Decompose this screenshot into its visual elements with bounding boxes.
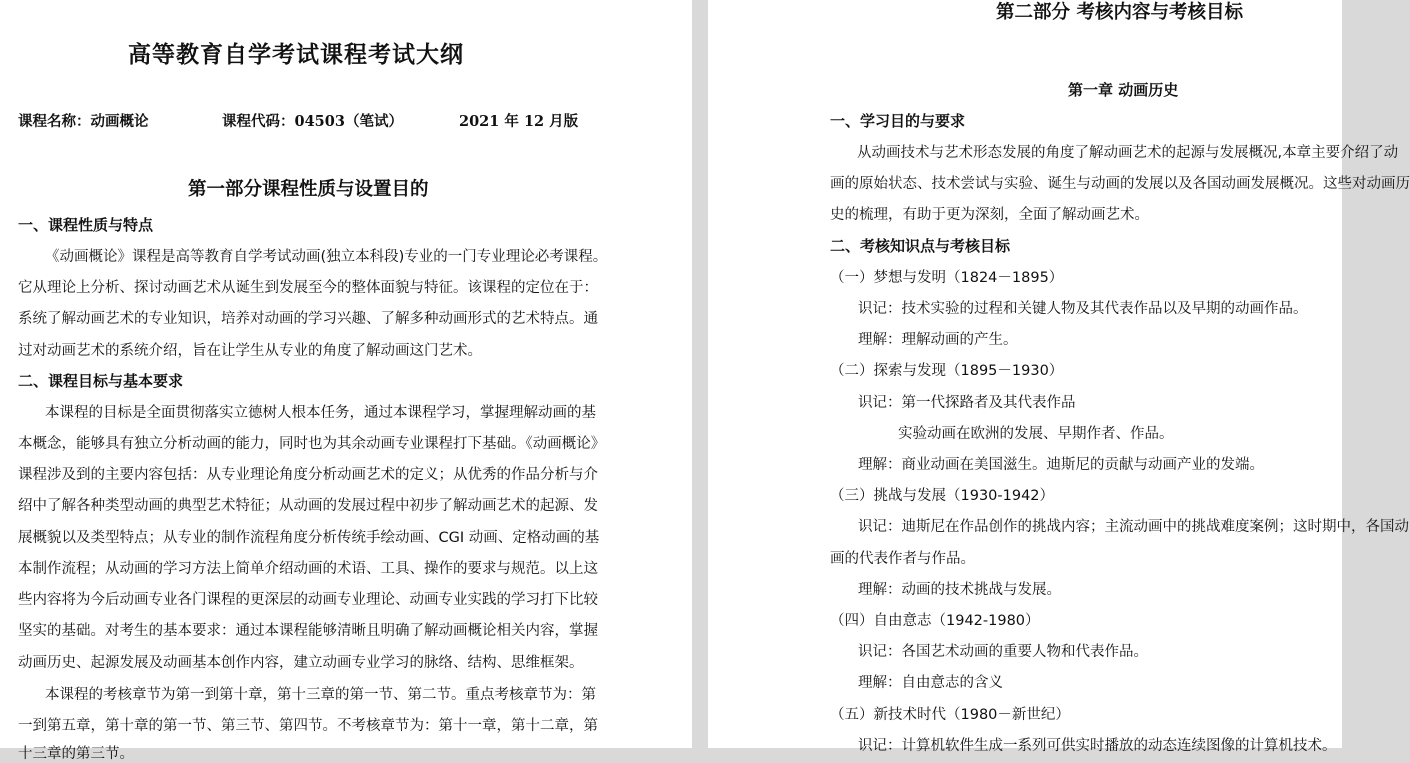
paragraph-line: 动画历史、起源发展及动画基本创作内容，建立动画专业学习的脉络、结构、思维框架。 (18, 655, 584, 671)
subsection-heading: （二）探索与发现（1895－1930） (830, 363, 1064, 379)
document-page-left (0, 0, 692, 762)
section1-heading: 一、课程性质与特点 (18, 216, 154, 234)
list-item: 识记：第一代探路者及其代表作品 (858, 395, 1076, 411)
list-item: 理解：动画的技术挑战与发展。 (858, 582, 1061, 598)
paragraph-line: 坚实的基础。对考生的基本要求：通过本课程能够清晰且明确了解动画概论相关内容，掌握 (18, 623, 598, 639)
subsection-heading: （四）自由意志（1942-1980） (830, 613, 1040, 629)
paragraph-line: 画的原始状态、技术尝试与实验、诞生与动画的发展以及各国动画发展概况。这些对动画历 (830, 176, 1410, 192)
paragraph-line: 本课程的目标是全面贯彻落实立德树人根本任务，通过本课程学习，掌握理解动画的基 (45, 405, 596, 421)
list-item: 识记：迪斯尼在作品创作的挑战内容；主流动画中的挑战难度案例；这时期中，各国动 (858, 519, 1409, 535)
document-title: 高等教育自学考试课程考试大纲 (128, 41, 464, 68)
paragraph-line: 本制作流程；从动画的学习方法上简单介绍动画的术语、工具、操作的要求与规范。以上这 (18, 561, 598, 577)
paragraph-line: 《动画概论》课程是高等教育自学考试动画(独立本科段)专业的一门专业理论必考课程。 (45, 249, 608, 265)
subsection-heading: （一）梦想与发明（1824－1895） (830, 270, 1064, 286)
paragraph-line: 课程涉及到的主要内容包括：从专业理论角度分析动画艺术的定义；从优秀的作品分析与介 (18, 467, 598, 483)
right-section2-heading: 二、考核知识点与考核目标 (830, 237, 1011, 255)
paragraph-line: 绍中了解各种类型动画的典型艺术特征；从动画的发展过程中初步了解动画艺术的起源、发 (18, 498, 598, 514)
list-item: 理解：自由意志的含义 (858, 675, 1003, 691)
list-item: 画的代表作者与作品。 (830, 551, 975, 567)
list-item: 理解：理解动画的产生。 (858, 332, 1018, 348)
paragraph-line: 系统了解动画艺术的专业知识，培养对动画的学习兴趣、了解多种动画形式的艺术特点。通 (18, 311, 598, 327)
paragraph-line: 过对动画艺术的系统介绍，旨在让学生从专业的角度了解动画这门艺术。 (18, 343, 482, 359)
list-item: 识记：计算机软件生成一系列可供实时播放的动态连续图像的计算机技术。 (858, 738, 1337, 754)
subsection-heading: （五）新技术时代（1980－新世纪） (830, 707, 1070, 723)
course-name: 课程名称：动画概论 (18, 113, 149, 130)
edition-date: 2021 年 12 月版 (459, 113, 579, 130)
part1-title: 第一部分课程性质与设置目的 (188, 179, 429, 200)
paragraph-line: 从动画技术与艺术形态发展的角度了解动画艺术的起源与发展概况,本章主要介绍了动 (857, 145, 1399, 161)
list-item: 识记：各国艺术动画的重要人物和代表作品。 (858, 644, 1148, 660)
paragraph-line: 展概貌以及类型特点；从专业的制作流程角度分析传统手绘动画、CGI 动画、定格动画的基 (18, 530, 600, 546)
paragraph-line: 史的梳理，有助于更为深刻，全面了解动画艺术。 (830, 207, 1149, 223)
subsection-heading: （三）挑战与发展（1930-1942） (830, 488, 1055, 504)
list-item: 理解：商业动画在美国滋生。迪斯尼的贡献与动画产业的发端。 (858, 457, 1264, 473)
paragraph-line: 本课程的考核章节为第一到第十章，第十三章的第一节、第二节。重点考核章节为：第 (45, 687, 596, 703)
part2-title: 第二部分 考核内容与考核目标 (996, 2, 1243, 23)
paragraph-line: 些内容将为今后动画专业各门课程的更深层的动画专业理论、动画专业实践的学习打下比较 (18, 592, 598, 608)
course-code: 课程代码：04503（笔试） (222, 113, 403, 130)
paragraph-line: 本概念，能够具有独立分析动画的能力，同时也为其余动画专业课程打下基础。《动画概论》 (18, 436, 606, 452)
paragraph-line: 它从理论上分析、探讨动画艺术从诞生到发展至今的整体面貌与特征。该课程的定位在于： (18, 280, 598, 296)
list-item: 实验动画在欧洲的发展、早期作者、作品。 (898, 426, 1174, 442)
list-item: 识记：技术实验的过程和关键人物及其代表作品以及早期的动画作品。 (858, 301, 1308, 317)
section2-heading: 二、课程目标与基本要求 (18, 372, 184, 390)
chapter-title: 第一章 动画历史 (1068, 81, 1179, 99)
document-page-right (708, 0, 1410, 754)
paragraph-line: 一到第五章，第十章的第一节、第三节、第四节。不考核章节为：第十一章，第十二章，第 (18, 718, 598, 734)
right-section1-heading: 一、学习目的与要求 (830, 112, 966, 130)
paragraph-line: 十三章的第三节。 (18, 746, 134, 762)
